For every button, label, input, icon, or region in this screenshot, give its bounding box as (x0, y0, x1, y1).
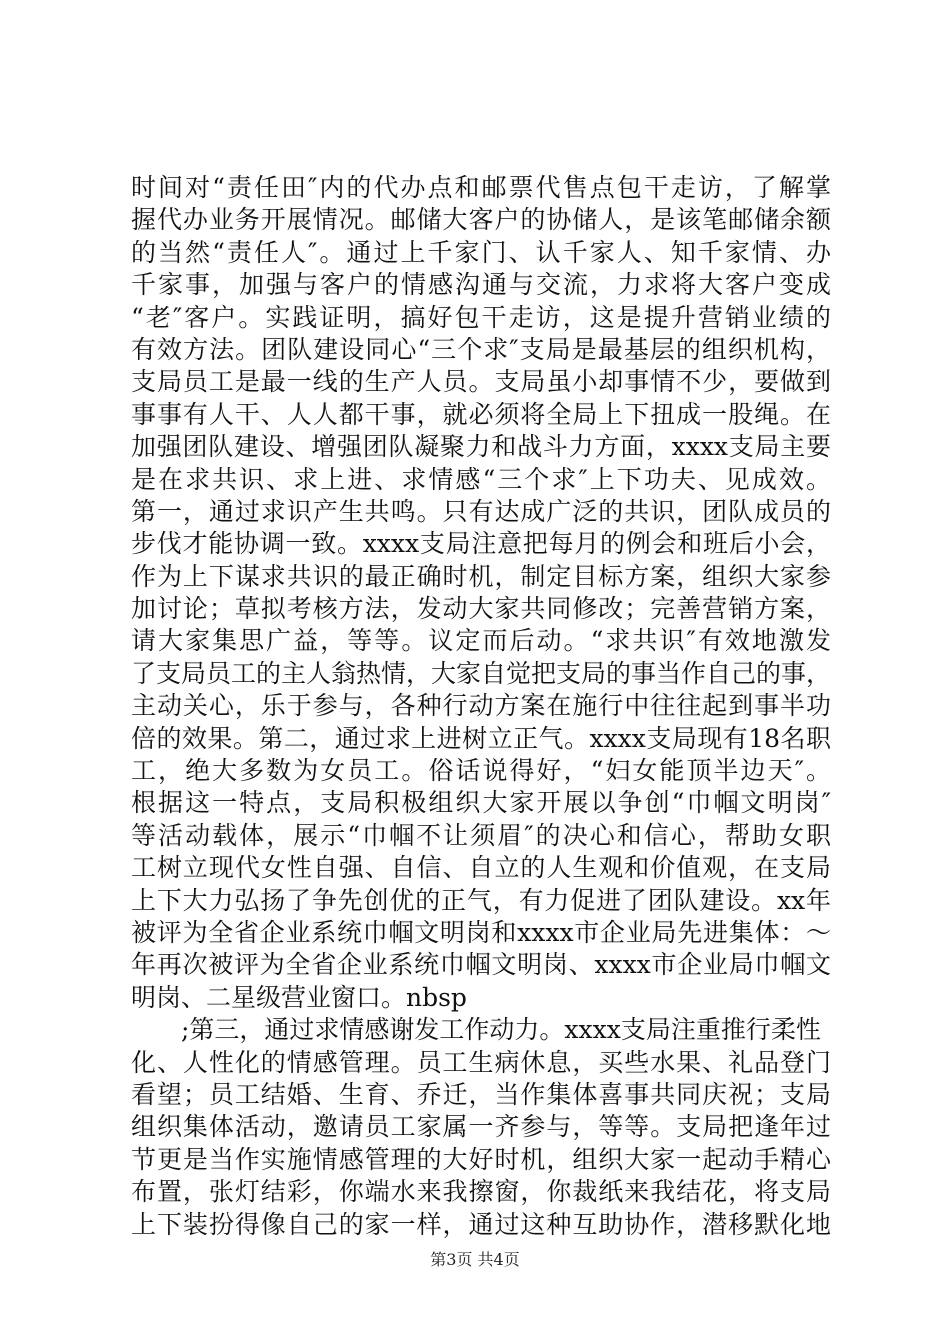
text-line: 步伐才能协调一致。xxxx支局注意把每月的例会和班后小会， (131, 529, 831, 559)
text-line: 事事有人干、人人都干事，就必须将全局上下扭成一股绳。在 (131, 399, 831, 429)
text-line: 工，绝大多数为女员工。俗话说得好，“妇女能顶半边天″。 (131, 756, 831, 786)
text-line: 布置，张灯结彩，你端水来我擦窗，你裁纸来我结花，将支局 (131, 1177, 831, 1207)
text-line: 千家事，加强与客户的情感沟通与交流，力求将大客户变成 (131, 270, 831, 300)
text-line: 请大家集思广益，等等。议定而后动。“求共识″有效地激发 (131, 626, 831, 656)
text-line: 明岗、二星级营业窗口。nbsp (131, 982, 467, 1012)
page-footer (0, 1247, 950, 1270)
text-line: 年再次被评为全省企业系统巾帼文明岗、xxxx市企业局巾帼文 (131, 950, 831, 980)
text-line: 组织集体活动，邀请员工家属一齐参与，等等。支局把逢年过 (131, 1112, 831, 1142)
page-number: 第3页 共4页 (430, 1250, 520, 1269)
text-line: 倍的效果。第二，通过求上进树立正气。xxxx支局现有18名职 (131, 723, 831, 753)
text-line: 化、人性化的情感管理。员工生病休息，买些水果、礼品登门 (131, 1047, 831, 1077)
text-line: 握代办业务开展情况。邮储大客户的协储人，是该笔邮储余额 (131, 205, 831, 235)
text-line: 了支局员工的主人翁热情，大家自觉把支局的事当作自己的事， (131, 658, 832, 688)
text-line: 加强团队建设、增强团队凝聚力和战斗力方面，xxxx支局主要 (131, 432, 831, 462)
text-line: 支局员工是最一线的生产人员。支局虽小却事情不少，要做到 (131, 367, 831, 397)
text-line: 被评为全省企业系统巾帼文明岗和xxxx市企业局先进集体：～ (131, 917, 831, 947)
text-line: 根据这一特点，支局积极组织大家开展以争创“巾帼文明岗″ (131, 788, 831, 818)
body-text (131, 172, 831, 1241)
text-line: 工树立现代女性自强、自信、自立的人生观和价值观，在支局 (131, 853, 831, 883)
text-line: 看望；员工结婚、生育、乔迁，当作集体喜事共同庆祝；支局 (131, 1079, 831, 1109)
text-line: 的当然“责任人″。通过上千家门、认千家人、知千家情、办 (131, 237, 831, 267)
text-line: 节更是当作实施情感管理的大好时机，组织大家一起动手精心 (131, 1144, 831, 1174)
text-line: 主动关心，乐于参与，各种行动方案在施行中往往起到事半功 (131, 691, 831, 721)
text-line: ;第三，通过求情感谢发工作动力。xxxx支局注重推行柔性 (181, 1015, 821, 1045)
text-line: “老″客户。实践证明，搞好包干走访，这是提升营销业绩的 (131, 302, 831, 332)
text-line: 等活动载体，展示“巾帼不让须眉″的决心和信心，帮助女职 (131, 820, 831, 850)
text-line: 第一，通过求识产生共鸣。只有达成广泛的共识，团队成员的 (131, 496, 831, 526)
text-line: 上下大力弘扬了争先创优的正气，有力促进了团队建设。xx年 (131, 885, 831, 915)
text-line: 加讨论；草拟考核方法，发动大家共同修改；完善营销方案， (131, 594, 831, 624)
text-line: 有效方法。团队建设同心“三个求″支局是最基层的组织机构， (131, 334, 831, 364)
text-line: 时间对“责任田″内的代办点和邮票代售点包干走访，了解掌 (131, 173, 831, 202)
text-line: 是在求共识、求上进、求情感“三个求″上下功夫、见成效。 (131, 464, 831, 494)
text-line: 作为上下谋求共识的最正确时机，制定目标方案，组织大家参 (131, 561, 831, 591)
text-line: 上下装扮得像自己的家一样，通过这种互助协作，潜移默化地 (131, 1209, 831, 1239)
